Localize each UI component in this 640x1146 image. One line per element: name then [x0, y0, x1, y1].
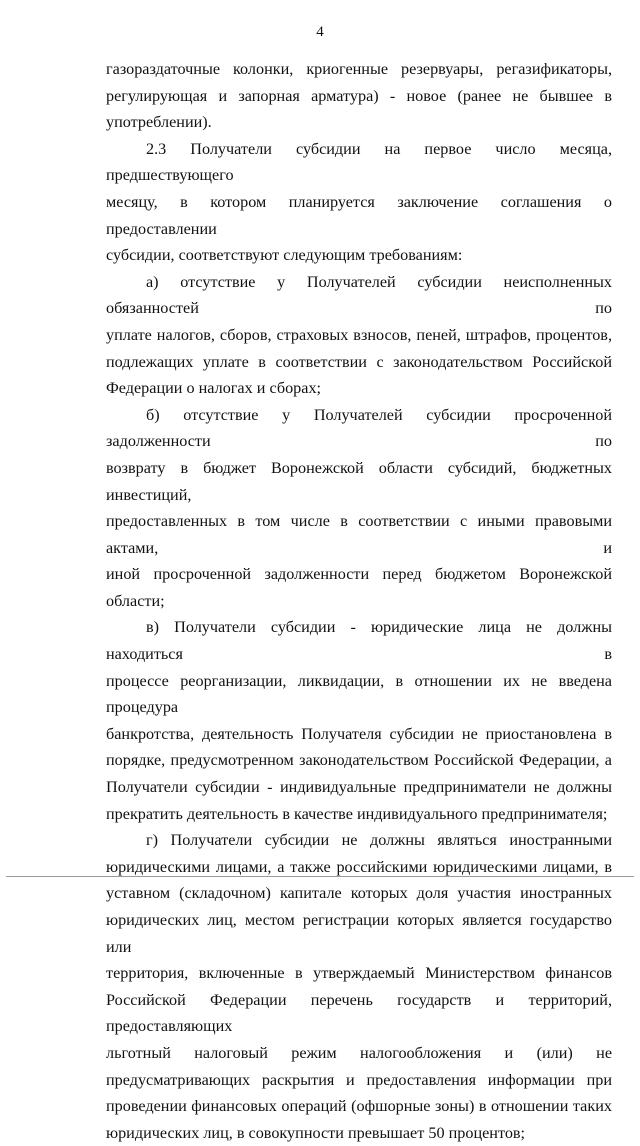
page-number: 4 — [316, 24, 324, 40]
paragraph-continuation — [106, 56, 612, 136]
scan-edge-line — [6, 876, 634, 877]
text-line: предусматривающих раскрытия и предоставления информации при — [106, 1070, 612, 1089]
text-line: Российской Федерации перечень государств и территорий, предоставляющих — [106, 990, 612, 1036]
text-line: юридических лиц, в совокупности превышает 50 процентов; — [106, 1123, 526, 1142]
text-line: 2.3 Получатели субсидии на первое число месяца, предшествующего — [106, 139, 612, 185]
text-line: субсидии, соответствуют следующим требованиям: — [106, 246, 463, 265]
text-line: Получатели субсидии - индивидуальные предприниматели не должны — [106, 778, 612, 797]
text-line: процессе реорганизации, ликвидации, в отношении их не введена процедура — [106, 671, 612, 717]
text-line: возврату в бюджет Воронежской области субсидий, бюджетных инвестиций, — [106, 458, 612, 504]
text-line: подлежащих уплате в соответствии с законодательством Российской — [106, 352, 612, 371]
text-line: иной просроченной задолженности перед бюджетом Воронежской области; — [106, 565, 612, 610]
paragraph-item-v — [106, 614, 612, 827]
text-line: Федерации о налогах и сборах; — [106, 379, 322, 398]
text-line: проведении финансовых операций (офшорные зоны) в отношении таких — [106, 1097, 612, 1116]
text-line: регулирующая и запорная арматура) - новое (ранее не бывшее в — [106, 86, 612, 105]
text-line: территория, включенные в утверждаемый Министерством финансов — [106, 964, 612, 983]
text-line: льготный налоговый режим налогообложения и (или) не — [106, 1043, 612, 1062]
text-line: месяцу, в котором планируется заключение соглашения о предоставлении — [106, 192, 612, 238]
paragraph-item-a — [106, 269, 612, 402]
text-line: прекратить деятельность в качестве индивидуального предпринимателя; — [106, 804, 608, 823]
text-line: а) отсутствие у Получателей субсидии неисполненных обязанностей по — [106, 272, 612, 318]
text-line: предоставленных в том числе в соответствии с иными правовыми актами, и — [106, 512, 612, 557]
paragraph-2-3 — [106, 136, 612, 269]
document-body — [106, 56, 612, 1146]
paragraph-item-b — [106, 402, 612, 615]
text-line: б) отсутствие у Получателей субсидии просроченной задолженности по — [106, 405, 612, 451]
text-line: г) Получатели субсидии не должны являться иностранными — [146, 831, 612, 850]
text-line: порядке, предусмотренном законодательством Российской Федерации, а — [106, 751, 612, 770]
text-line: уставном (складочном) капитале которых доля участия иностранных — [106, 884, 612, 903]
text-line: газораздаточные колонки, криогенные резервуары, регазификаторы, — [106, 60, 612, 78]
text-line: уплате налогов, сборов, страховых взносов, пеней, штрафов, процентов, — [106, 325, 612, 344]
text-line: в) Получатели субсидии - юридические лица не должны находиться в — [106, 618, 612, 664]
text-line: юридических лиц, местом регистрации которых является государство или — [106, 911, 612, 956]
text-line: банкротства, деятельность Получателя субсидии не приостановлена в — [106, 724, 612, 743]
text-line: юридическими лицами, а также российскими юридическими лицами, в — [106, 857, 612, 876]
text-line: употреблении). — [106, 113, 212, 132]
